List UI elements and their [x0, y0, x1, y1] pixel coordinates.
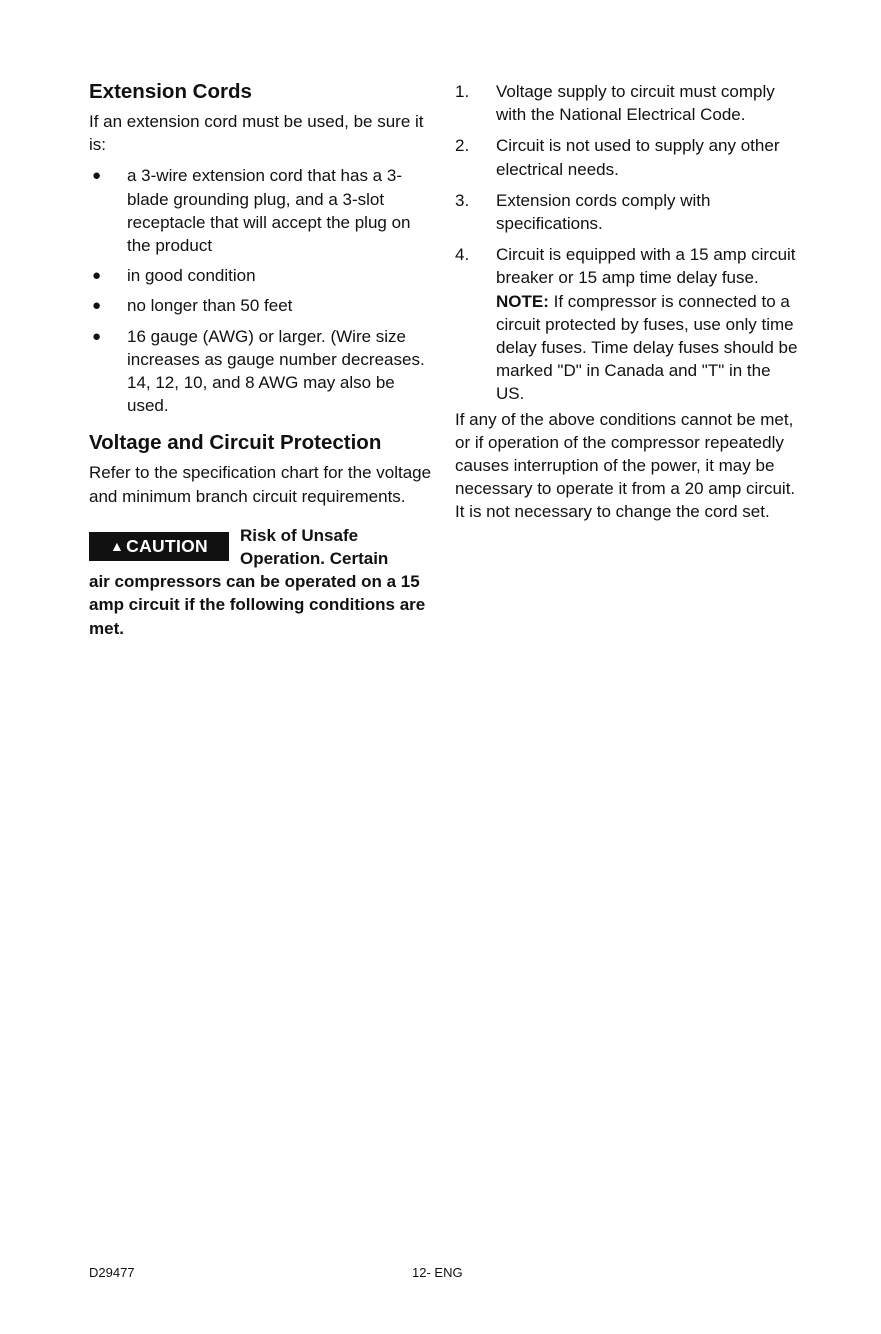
- circuit-conditions-list: [455, 80, 800, 406]
- model-number: D29477: [89, 1265, 135, 1280]
- bullet-icon: ●: [92, 297, 102, 315]
- list-item: ● in good condition: [89, 264, 434, 287]
- caution-badge: ▲ CAUTION: [89, 532, 229, 561]
- list-item: 4. Circuit is equipped with a 15 amp circuit breaker or 15 amp time delay fuse. NOTE: If compressor is connected to a circuit protected by fuses, use only time delay fuses. Time delay fuses should be marked "D" in Canada and "T" in the US.: [455, 245, 798, 404]
- list-item: ● a 3-wire extension cord that has a 3-blade grounding plug, and a 3-slot receptacle that will accept the plug on the product: [92, 166, 411, 256]
- note-label: NOTE:: [496, 291, 549, 311]
- voltage-circuit-text: Refer to the specification chart for the voltage and minimum branch circuit requirements.: [89, 463, 432, 506]
- bullet-icon: ●: [92, 167, 102, 185]
- list-item: ● 16 gauge (AWG) or larger. (Wire size increases as gauge number decreases. 14, 12, 10, and 8 AWG may also be used.: [92, 326, 425, 416]
- caution-body: air compressors can be operated on a 15 amp circuit if the following conditions are met.: [89, 572, 426, 638]
- list-item: 2. Circuit is not used to supply any other electrical needs.: [455, 136, 780, 179]
- warning-triangle-icon: ▲: [110, 537, 125, 554]
- left-column: [89, 80, 434, 640]
- extension-cord-requirements: [89, 164, 434, 417]
- extension-cords-intro: If an extension cord must be used, be sure it is:: [89, 112, 424, 155]
- bullet-icon: ●: [92, 267, 102, 285]
- list-item: ● no longer than 50 feet: [89, 294, 434, 317]
- bullet-icon: ●: [92, 327, 102, 345]
- right-column: [455, 80, 800, 524]
- voltage-circuit-heading: Voltage and Circuit Protection: [89, 431, 382, 455]
- caution-title: Risk of Unsafe Operation. Certain: [240, 525, 389, 569]
- closing-paragraph: If any of the above conditions cannot be met, or if operation of the compressor repeatedly causes interruption of the power, it may be necessary to operate it from a 20 amp circuit. It is not necessary to change the cord set.: [455, 409, 796, 522]
- list-item: 1. Voltage supply to circuit must comply with the National Electrical Code.: [455, 82, 775, 125]
- list-item: 3. Extension cords comply with specifications.: [455, 190, 711, 234]
- extension-cords-heading: Extension Cords: [89, 80, 252, 103]
- caution-notice: [89, 524, 434, 640]
- page-number: 12- ENG: [412, 1265, 463, 1280]
